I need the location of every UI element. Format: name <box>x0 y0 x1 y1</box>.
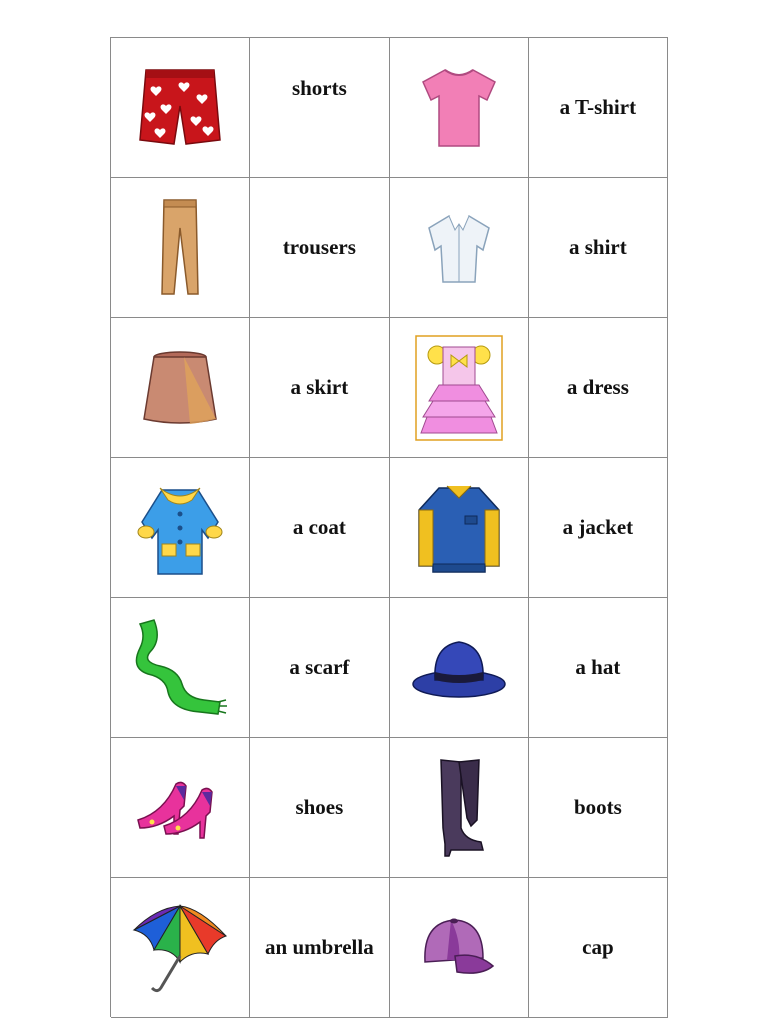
word-label: trousers <box>282 235 356 259</box>
black-boots-icon <box>431 758 487 858</box>
grid-row <box>111 318 668 458</box>
picture-cell <box>111 598 250 738</box>
word-cell <box>529 738 668 878</box>
word-label: a skirt <box>290 375 349 399</box>
word-label: a dress <box>566 375 629 399</box>
word-label: shoes <box>295 795 344 819</box>
pink-high-heel-shoes-icon <box>134 776 226 840</box>
word-cell <box>529 178 668 318</box>
picture-cell <box>390 458 529 598</box>
word-cell <box>529 598 668 738</box>
white-shirt-icon <box>423 210 495 286</box>
pink-dress-icon <box>415 335 503 441</box>
word-cell <box>250 178 389 318</box>
clothes-vocabulary-grid <box>110 37 668 1017</box>
picture-cell <box>390 178 529 318</box>
word-cell <box>250 318 389 458</box>
word-label: an umbrella <box>265 935 374 959</box>
picture-cell <box>111 38 250 178</box>
word-label: a T-shirt <box>559 95 637 119</box>
grid-row <box>111 38 668 178</box>
grid-row <box>111 738 668 878</box>
picture-cell <box>111 878 250 1018</box>
word-cell <box>529 318 668 458</box>
word-cell <box>529 38 668 178</box>
word-cell <box>250 38 389 178</box>
red-heart-shorts-icon <box>134 66 226 150</box>
picture-cell <box>390 878 529 1018</box>
blue-coat-icon <box>130 478 230 578</box>
word-label: shorts <box>291 76 347 100</box>
blue-hat-icon <box>411 636 507 700</box>
word-label: a scarf <box>289 655 350 679</box>
pink-t-shirt-icon <box>421 66 497 150</box>
brown-skirt-icon <box>140 349 220 427</box>
green-scarf-icon <box>132 618 228 718</box>
word-label: a coat <box>292 515 346 539</box>
picture-cell <box>111 178 250 318</box>
word-cell <box>250 458 389 598</box>
grid-row <box>111 458 668 598</box>
picture-cell <box>390 738 529 878</box>
word-label: a jacket <box>562 515 634 539</box>
grid-row <box>111 878 668 1018</box>
picture-cell <box>111 318 250 458</box>
word-cell <box>529 878 668 1018</box>
picture-cell <box>390 38 529 178</box>
word-label: boots <box>573 795 622 819</box>
word-cell <box>250 738 389 878</box>
word-label: a shirt <box>569 235 627 259</box>
multicolor-umbrella-icon <box>130 900 230 996</box>
word-cell <box>250 878 389 1018</box>
tan-trousers-icon <box>158 198 202 298</box>
picture-cell <box>390 598 529 738</box>
word-cell <box>250 598 389 738</box>
word-label: cap <box>582 935 614 959</box>
grid-row <box>111 598 668 738</box>
purple-cap-icon <box>421 916 497 980</box>
picture-cell <box>111 738 250 878</box>
grid-row <box>111 178 668 318</box>
picture-cell <box>111 458 250 598</box>
blue-yellow-jacket-icon <box>413 480 505 576</box>
picture-cell <box>390 318 529 458</box>
word-cell <box>529 458 668 598</box>
word-label: a hat <box>575 655 621 679</box>
